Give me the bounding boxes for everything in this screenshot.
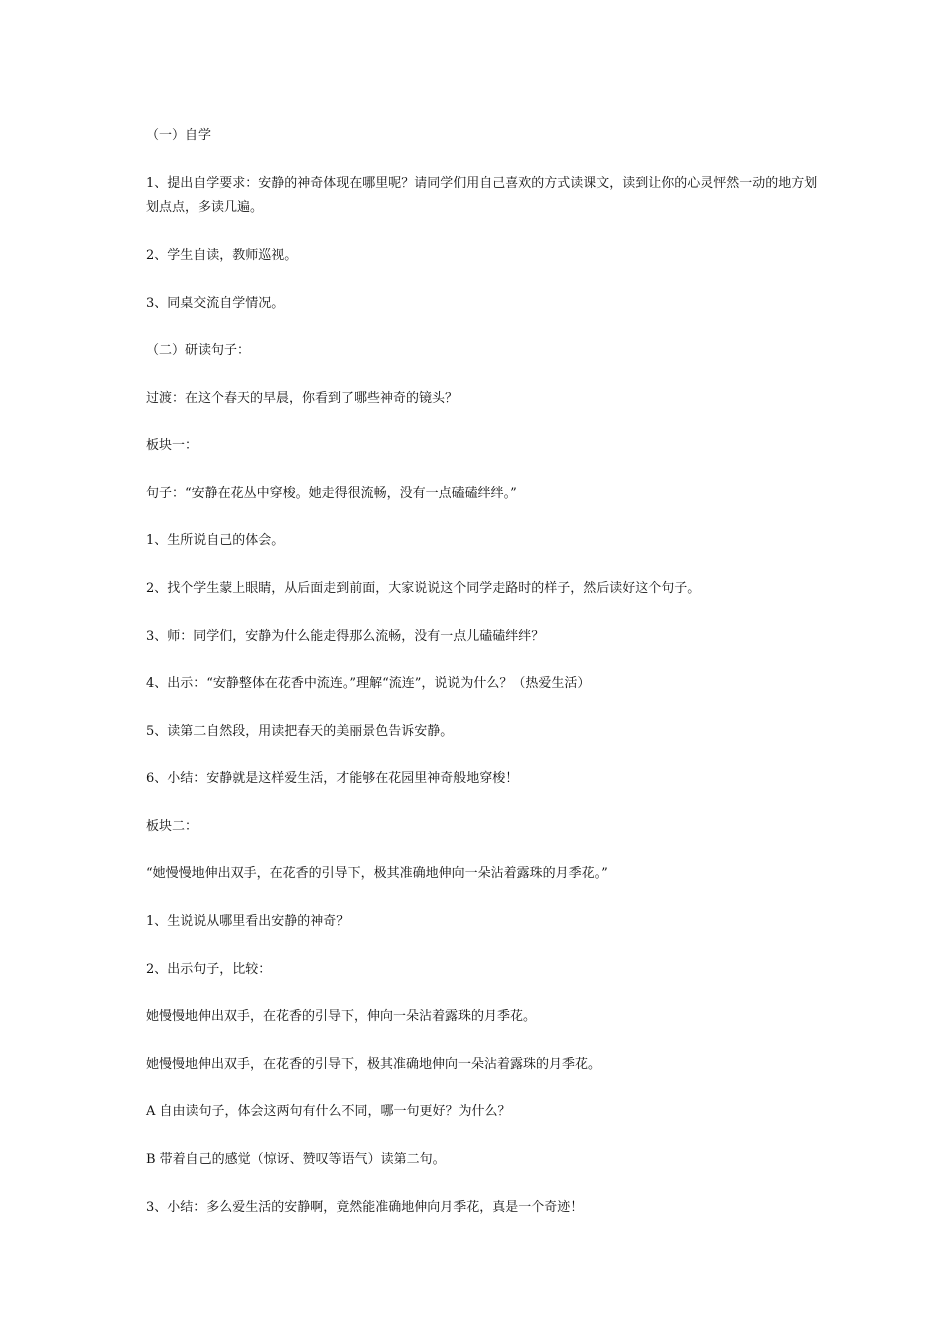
paragraph-step-4: 4、出示：“安静整体在花香中流连。”理解“流连”，说说为什么？（热爱生活）: [146, 676, 591, 692]
paragraph-transition: 过渡：在这个春天的早晨，你看到了哪些神奇的镜头？: [146, 390, 459, 406]
paragraph-compare-sentence-a: 她慢慢地伸出双手，在花香的引导下，伸向一朵沾着露珠的月季花。: [146, 1009, 537, 1025]
block-heading-one: 板块一：: [146, 438, 199, 454]
paragraph-step-3: 3、师：同学们，安静为什么能走得那么流畅，没有一点儿磕磕绊绊？: [146, 628, 545, 644]
section-heading-sentence-study: （二）研读句子：: [146, 343, 251, 359]
paragraph-step-6: 6、小结：安静就是这样爱生活，才能够在花园里神奇般地穿梭！: [146, 771, 519, 787]
paragraph-block-two-summary: 3、小结：多么爱生活的安静啊，竟然能准确地伸向月季花，真是一个奇迹！: [146, 1199, 584, 1215]
paragraph-compare-sentence-b: 她慢慢地伸出双手，在花香的引导下，极其准确地伸向一朵沾着露珠的月季花。: [146, 1056, 602, 1072]
document-body: [146, 124, 826, 1219]
paragraph-option-b: B 带着自己的感觉（惊讶、赞叹等语气）读第二句。: [146, 1151, 446, 1167]
block-heading-two: 板块二：: [146, 818, 199, 834]
section-heading-self-study: （一）自学: [146, 128, 212, 143]
paragraph-step-1: 1、生所说自己的体会。: [146, 533, 285, 549]
paragraph-block-two-quote: “她慢慢地伸出双手，在花香的引导下，极其准确地伸向一朵沾着露珠的月季花。”: [146, 866, 608, 882]
paragraph-self-study-requirement: 1、提出自学要求：安静的神奇体现在哪里呢？请同学们用自己喜欢的方式读课文，读到让你的心灵怦然一动的地方划划点点，多读几遍。: [146, 175, 818, 215]
paragraph-step-5: 5、读第二自然段，用读把春天的美丽景色告诉安静。: [146, 723, 454, 739]
paragraph-option-a: A 自由读句子，体会这两句有什么不同，哪一句更好？为什么？: [146, 1104, 511, 1120]
paragraph-step-2: 2、找个学生蒙上眼睛，从后面走到前面，大家说说这个同学走路时的样子，然后读好这个句子。: [146, 581, 701, 597]
paragraph-sentence-quote: 句子：“安静在花丛中穿梭。她走得很流畅，没有一点磕磕绊绊。”: [146, 485, 517, 501]
paragraph-desk-mate-exchange: 3、同桌交流自学情况。: [146, 295, 285, 311]
paragraph-student-reading: 2、学生自读，教师巡视。: [146, 247, 298, 263]
paragraph-block-two-step-1: 1、生说说从哪里看出安静的神奇？: [146, 914, 350, 930]
paragraph-block-two-step-2: 2、出示句子，比较：: [146, 961, 272, 977]
